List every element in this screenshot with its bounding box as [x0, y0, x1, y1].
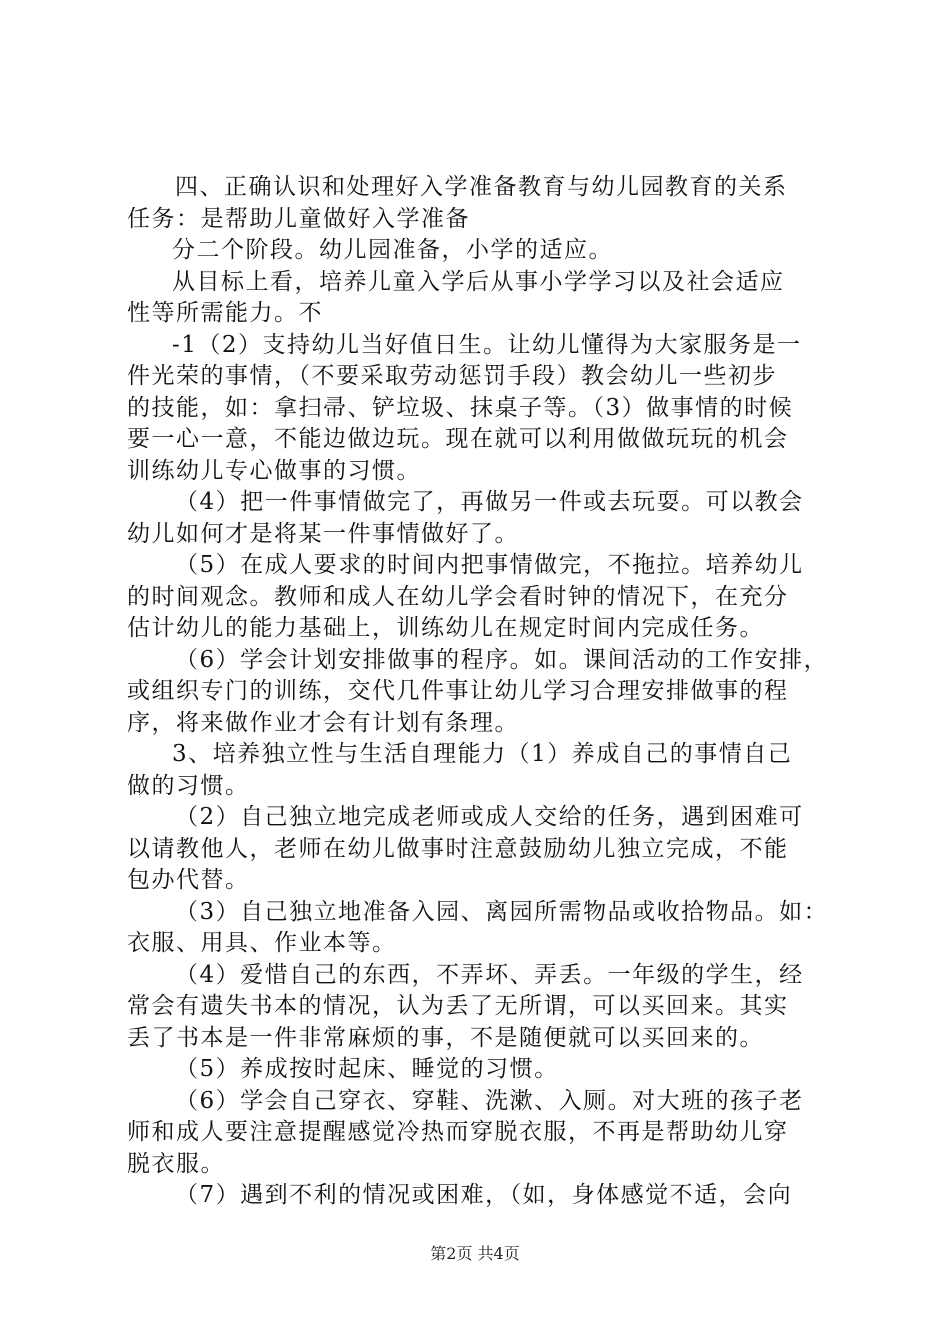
text-line: 分二个阶段。幼儿园准备，小学的适应。: [172, 237, 613, 263]
text-line: （3）自己独立地准备入园、离园所需物品或收拾物品。如：: [175, 898, 829, 925]
text-line: 训练幼儿专心做事的习惯。: [127, 457, 421, 484]
text-line: 丢了书本是一件非常麻烦的事，不是随便就可以买回来的。: [127, 1024, 764, 1051]
text-line: 或组织专门的训练，交代几件事让幼儿学习合理安排做事的程: [127, 678, 789, 704]
text-line: 序，将来做作业才会有计划有条理。: [127, 709, 519, 736]
text-line: 估计幼儿的能力基础上，训练幼儿在规定时间内完成任务。: [127, 615, 764, 641]
text-line: （6）学会自己穿衣、穿鞋、洗漱、入厕。对大班的孩子老: [175, 1087, 804, 1114]
text-line: （4）爱惜自己的东西，不弄坏、弄丢。一年级的学生，经: [175, 961, 804, 988]
text-line: （2）自己独立地完成老师或成人交给的任务，遇到困难可: [175, 804, 804, 830]
text-line: 要一心一意，不能边做边玩。现在就可以利用做做玩玩的机会: [127, 426, 789, 452]
text-line: 常会有遗失书本的情况，认为丢了无所谓，可以买回来。其实: [127, 993, 789, 1019]
text-line: 包办代替。: [127, 867, 250, 893]
text-line: 性等所需能力。不: [127, 300, 323, 326]
text-line: 件光荣的事情，（不要采取劳动惩罚手段）教会幼儿一些初步: [127, 363, 777, 389]
text-line: 3、培养独立性与生活自理能力（1）养成自己的事情自己: [172, 741, 793, 767]
text-line: （7）遇到不利的情况或困难，（如，身体感觉不适，会向: [175, 1182, 793, 1208]
page-number-footer: 第2页 共4页: [430, 1244, 520, 1263]
text-line: （6）学会计划安排做事的程序。如。课间活动的工作安排，: [175, 646, 829, 673]
text-line: 的技能，如：拿扫帚、铲垃圾、抹桌子等。（3）做事情的时候: [127, 394, 794, 421]
text-line: 四、正确认识和处理好入学准备教育与幼儿园教育的关系: [175, 174, 788, 200]
text-line: 从目标上看，培养儿童入学后从事小学学习以及社会适应: [172, 268, 785, 295]
text-line: 衣服、用具、作业本等。: [127, 930, 397, 956]
document-body: [127, 172, 839, 1212]
text-line: 幼儿如何才是将某一件事情做好了。: [127, 520, 519, 547]
text-line: 脱衣服。: [127, 1150, 225, 1177]
text-line: 的时间观念。教师和成人在幼儿学会看时钟的情况下，在充分: [127, 583, 789, 610]
text-line: （5）在成人要求的时间内把事情做完，不拖拉。培养幼儿: [175, 552, 804, 578]
text-line: （4）把一件事情做完了，再做另一件或去玩耍。可以教会: [175, 489, 804, 515]
text-line: 师和成人要注意提醒感觉冷热而穿脱衣服，不再是帮助幼儿穿: [127, 1119, 789, 1145]
text-line: 以请教他人，老师在幼儿做事时注意鼓励幼儿独立完成，不能: [127, 835, 789, 862]
text-line: 做的习惯。: [127, 772, 250, 799]
text-line: （5）养成按时起床、睡觉的习惯。: [175, 1056, 559, 1082]
text-line: 任务：是帮助儿童做好入学准备: [127, 205, 470, 232]
text-line: -1（2）支持幼儿当好值日生。让幼儿懂得为大家服务是一: [172, 331, 802, 358]
